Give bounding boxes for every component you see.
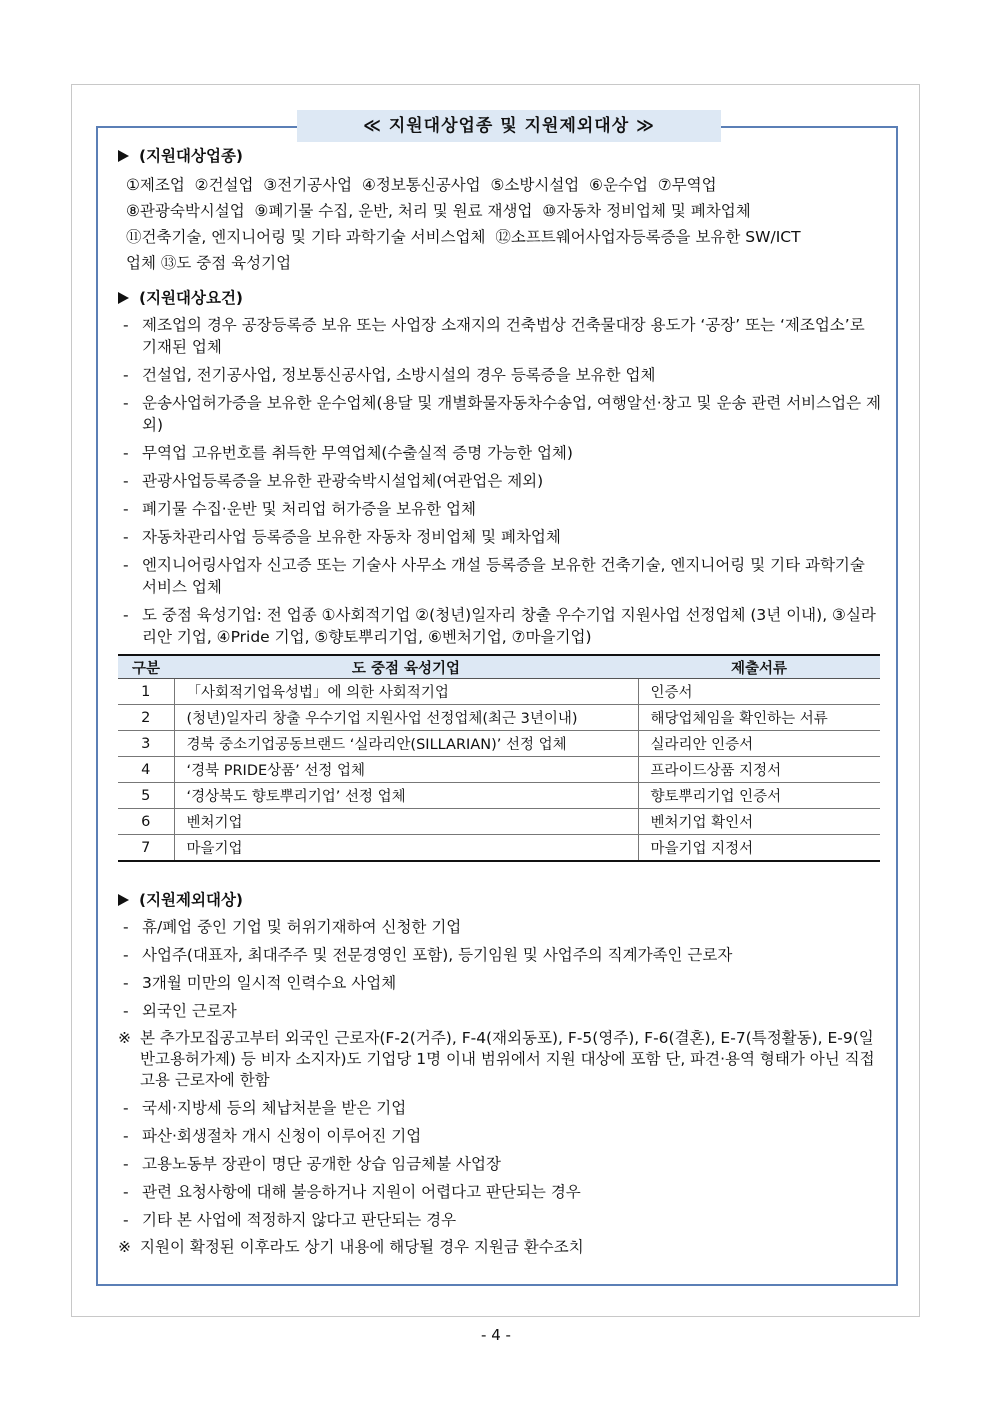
table-row bbox=[118, 731, 880, 757]
requirement-item: - 엔지니어링사업자 신고증 또는 기술사 사무소 개설 등록증을 보유한 건축기술, 엔지니어링 및 기타 과학기술 서비스 업체 bbox=[123, 556, 865, 596]
requirement-item: - 건설업, 전기공사업, 정보통신공사업, 소방시설의 경우 등록증을 보유한 업체 bbox=[123, 366, 656, 384]
col-header-no: 구분 bbox=[118, 655, 174, 679]
exclusion-note: ※ 본 추가모집공고부터 외국인 근로자(F-2(거주), F-4(재외동포), F-5(영주), F-6(결혼), E-7(특정활동), E-9(일반고용허가제) 등 비자 소지자)도 기업당 1명 이내 범위에서 지원 대상에 포함 단, 파견·용역 형태가 아닌 직접 고용 근로자에 한함 bbox=[118, 1029, 875, 1089]
cell-docs: 마을기업 지정서 bbox=[638, 835, 880, 862]
section-industries-heading: (지원대상업종) bbox=[118, 144, 884, 168]
cell-no: 6 bbox=[118, 809, 174, 835]
industries-list bbox=[126, 172, 884, 276]
cell-type: 마을기업 bbox=[174, 835, 638, 862]
box-title: ≪ 지원대상업종 및 지원제외대상 ≫ bbox=[297, 110, 721, 142]
table-row bbox=[118, 835, 880, 862]
page-number: - 4 - bbox=[481, 1326, 511, 1344]
reference-mark-icon: ※ bbox=[118, 1238, 131, 1256]
table-row bbox=[118, 783, 880, 809]
exclusion-item: - 관련 요청사항에 대해 불응하거나 지원이 어렵다고 판단되는 경우 bbox=[123, 1183, 581, 1201]
exclusion-item: - 휴/폐업 중인 기업 및 허위기재하여 신청한 기업 bbox=[123, 918, 462, 936]
requirement-item: - 운송사업허가증을 보유한 운수업체(용달 및 개별화물자동차수송업, 여행알선·창고 및 운송 관련 서비스업은 제외) bbox=[123, 394, 881, 434]
exclusions-list bbox=[118, 916, 884, 1258]
requirement-item: - 관광사업등록증을 보유한 관광숙박시설업체(여관업은 제외) bbox=[123, 472, 544, 490]
cell-docs: 실라리안 인증서 bbox=[638, 731, 880, 757]
exclusion-item: - 파산·회생절차 개시 신청이 이루어진 기업 bbox=[123, 1127, 422, 1145]
col-header-docs: 제출서류 bbox=[638, 655, 880, 679]
triangle-bullet-icon bbox=[118, 150, 129, 162]
triangle-bullet-icon bbox=[118, 894, 129, 906]
content bbox=[118, 142, 884, 1264]
reference-mark-icon: ※ bbox=[118, 1029, 131, 1047]
cell-docs: 해당업체임을 확인하는 서류 bbox=[638, 705, 880, 731]
requirement-item: - 도 중점 육성기업: 전 업종 ①사회적기업 ②(청년)일자리 창출 우수기업 지원사업 선정업체 (3년 이내), ③실라리안 기업, ④Pride 기업, ⑤향토뿌리기업, ⑥벤처기업, ⑦마을기업) bbox=[123, 606, 876, 646]
priority-companies-table bbox=[118, 654, 880, 862]
cell-no: 2 bbox=[118, 705, 174, 731]
requirement-item: - 폐기물 수집·운반 및 처리업 허가증을 보유한 업체 bbox=[123, 500, 476, 518]
table-header-row bbox=[118, 655, 880, 679]
exclusion-item: - 외국인 근로자 bbox=[123, 1002, 237, 1020]
cell-no: 1 bbox=[118, 679, 174, 705]
cell-no: 5 bbox=[118, 783, 174, 809]
exclusion-item: - 3개월 미만의 일시적 인력수요 사업체 bbox=[123, 974, 397, 992]
exclusion-item: - 고용노동부 장관이 명단 공개한 상습 임금체불 사업장 bbox=[123, 1155, 501, 1173]
exclusion-note: ※ 지원이 확정된 이후라도 상기 내용에 해당될 경우 지원금 환수조치 bbox=[118, 1238, 584, 1256]
industries-line: ⑪건축기술, 엔지니어링 및 기타 과학기술 서비스업체 ⑫소프트웨어사업자등록증을 보유한 SW/ICT bbox=[126, 228, 801, 246]
requirement-item: - 제조업의 경우 공장등록증 보유 또는 사업장 소재지의 건축법상 건축물대장 용도가 ‘공장’ 또는 ‘제조업소’로 기재된 업체 bbox=[123, 316, 865, 356]
table-row bbox=[118, 757, 880, 783]
cell-docs: 프라이드상품 지정서 bbox=[638, 757, 880, 783]
cell-type: 경북 중소기업공동브랜드 ‘실라리안(SILLARIAN)’ 선정 업체 bbox=[174, 731, 638, 757]
requirement-item: - 자동차관리사업 등록증을 보유한 자동차 정비업체 및 폐차업체 bbox=[123, 528, 561, 546]
cell-type: (청년)일자리 창출 우수기업 지원사업 선정업체(최근 3년이내) bbox=[174, 705, 638, 731]
exclusion-item: - 기타 본 사업에 적정하지 않다고 판단되는 경우 bbox=[123, 1211, 457, 1229]
cell-docs: 향토뿌리기업 인증서 bbox=[638, 783, 880, 809]
cell-no: 4 bbox=[118, 757, 174, 783]
table-row bbox=[118, 809, 880, 835]
exclusion-item: - 사업주(대표자, 최대주주 및 전문경영인 포함), 등기임원 및 사업주의 직계가족인 근로자 bbox=[123, 946, 733, 964]
triangle-bullet-icon bbox=[118, 292, 129, 304]
cell-type: 벤처기업 bbox=[174, 809, 638, 835]
table-row bbox=[118, 679, 880, 705]
industries-line: ⑧관광숙박시설업 ⑨폐기물 수집, 운반, 처리 및 원료 재생업 ⑩자동차 정비업체 및 폐차업체 bbox=[126, 202, 751, 220]
cell-type: ‘경상북도 향토뿌리기업’ 선정 업체 bbox=[174, 783, 638, 809]
cell-no: 7 bbox=[118, 835, 174, 862]
cell-type: ‘경북 PRIDE상품’ 선정 업체 bbox=[174, 757, 638, 783]
section-exclusions-heading: (지원제외대상) bbox=[118, 888, 884, 912]
section-requirements-heading: (지원대상요건) bbox=[118, 286, 884, 310]
cell-no: 3 bbox=[118, 731, 174, 757]
industries-line: 업체 ⑬도 중점 육성기업 bbox=[126, 254, 292, 272]
exclusion-item: - 국세·지방세 등의 체납처분을 받은 기업 bbox=[123, 1099, 407, 1117]
industries-line: ①제조업 ②건설업 ③전기공사업 ④정보통신공사업 ⑤소방시설업 ⑥운수업 ⑦무역업 bbox=[126, 176, 717, 194]
requirement-item: - 무역업 고유번호를 취득한 무역업체(수출실적 증명 가능한 업체) bbox=[123, 444, 573, 462]
col-header-type: 도 중점 육성기업 bbox=[174, 655, 638, 679]
cell-docs: 인증서 bbox=[638, 679, 880, 705]
cell-docs: 벤처기업 확인서 bbox=[638, 809, 880, 835]
requirements-list bbox=[118, 314, 884, 648]
table-row bbox=[118, 705, 880, 731]
cell-type: 「사회적기업육성법」에 의한 사회적기업 bbox=[174, 679, 638, 705]
